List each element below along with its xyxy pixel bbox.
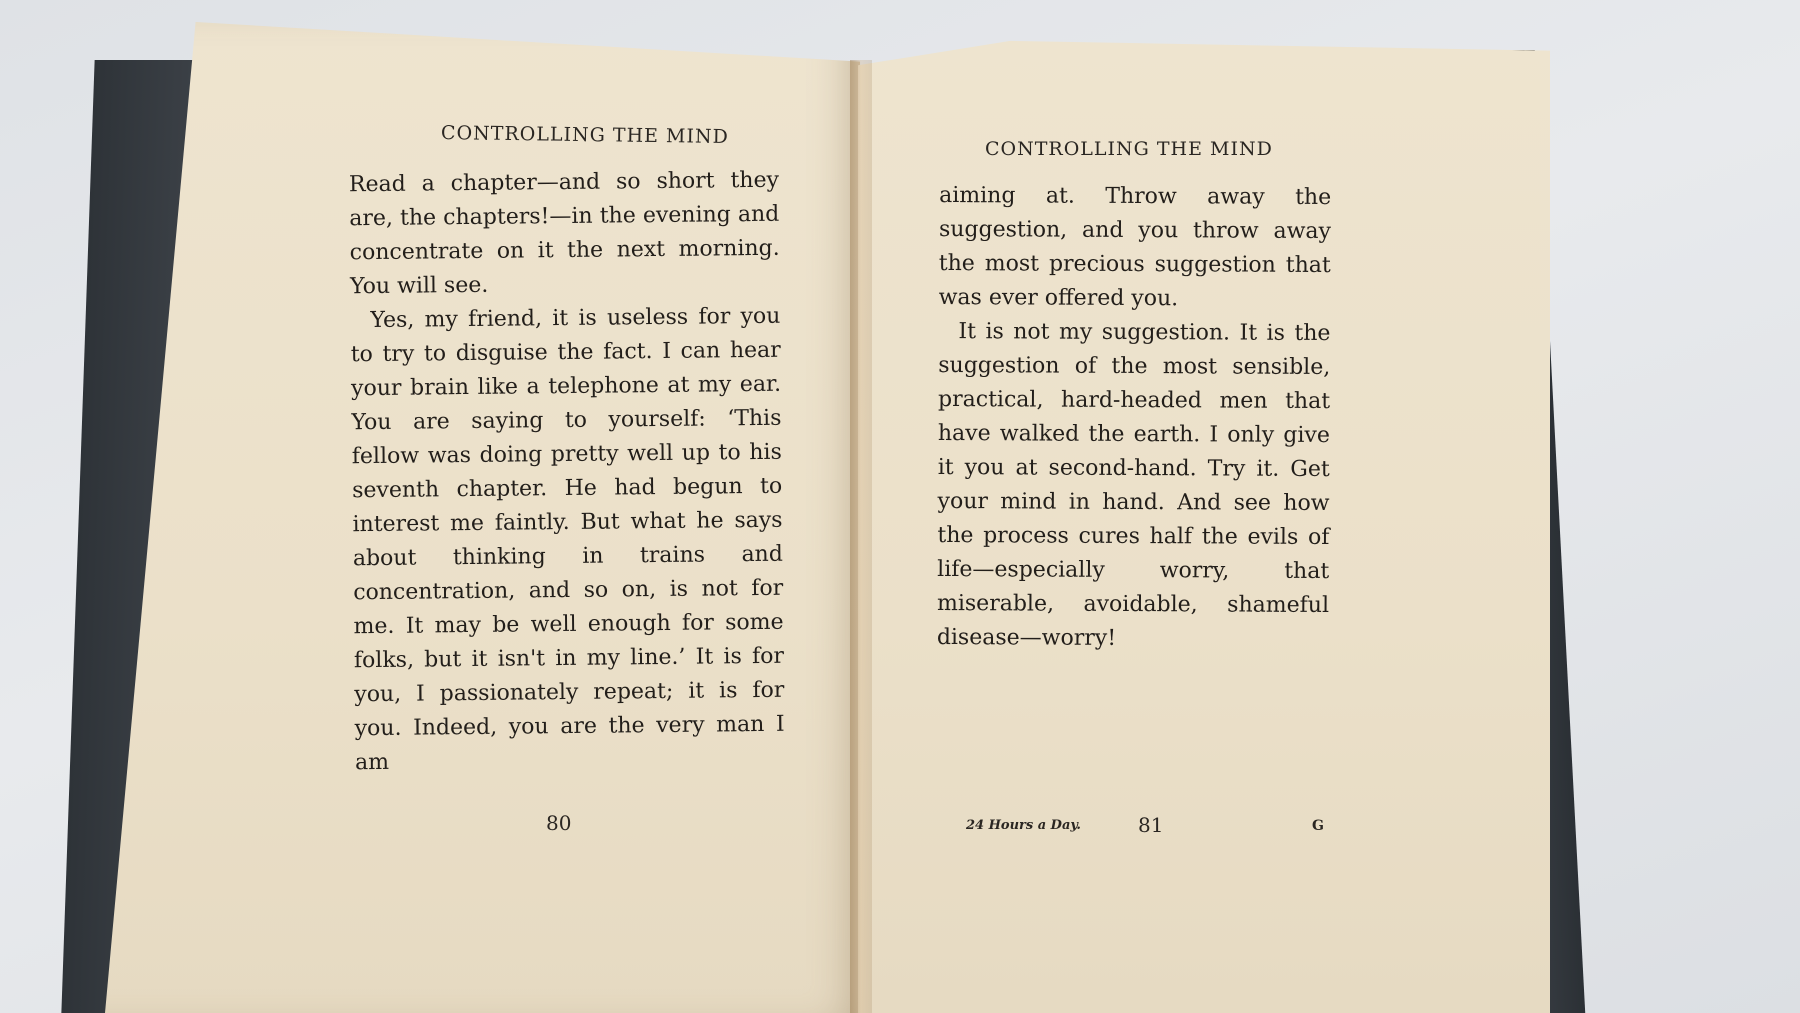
right-paragraph-1: aiming at. Throw away the suggestion, and you throw away the most precious suggestion that was ever offered you. bbox=[938, 182, 1332, 312]
right-page-number: 81 bbox=[1138, 813, 1164, 837]
signature-line: 24 Hours a Day. bbox=[966, 818, 1081, 833]
left-paragraph-1: Read a chapter—and so short they are, the chapters!—in the evening and concentrate on it the next morning. You will see. bbox=[348, 167, 780, 300]
left-running-head: CONTROLLING THE MIND bbox=[440, 121, 729, 149]
book-gutter bbox=[850, 60, 872, 1013]
signature-mark: G bbox=[1312, 818, 1324, 834]
right-paragraph-2: It is not my suggestion. It is the suggestion of the most sensible, practical, hard-headed men that have walked the earth. I only give it you at second-hand. Try it. Get your mind in hand. And see how the process cures half the evils of life—especially worry, that miserable, avoidable, shameful disease—worry! bbox=[936, 319, 1331, 651]
left-page-number: 80 bbox=[546, 811, 572, 835]
left-paragraph-2: Yes, my friend, it is useless for you to try to disguise the fact. I can hear your brain like a telephone at my ear. You are saying to yourself: ‘This fellow was doing pretty well up to his seventh chapter. He had begun to interest me faintly. But what he says about thinking in trains and concentration, and so on, is not for me. It may be well enough for some folks, but it isn't in my line.’ It is for you, I passionately repeat; it is for you. Indeed, you are the very man I am bbox=[350, 303, 785, 776]
right-running-head: CONTROLLING THE MIND bbox=[985, 138, 1273, 160]
right-page-text bbox=[937, 179, 1331, 657]
left-page-text bbox=[349, 164, 785, 780]
